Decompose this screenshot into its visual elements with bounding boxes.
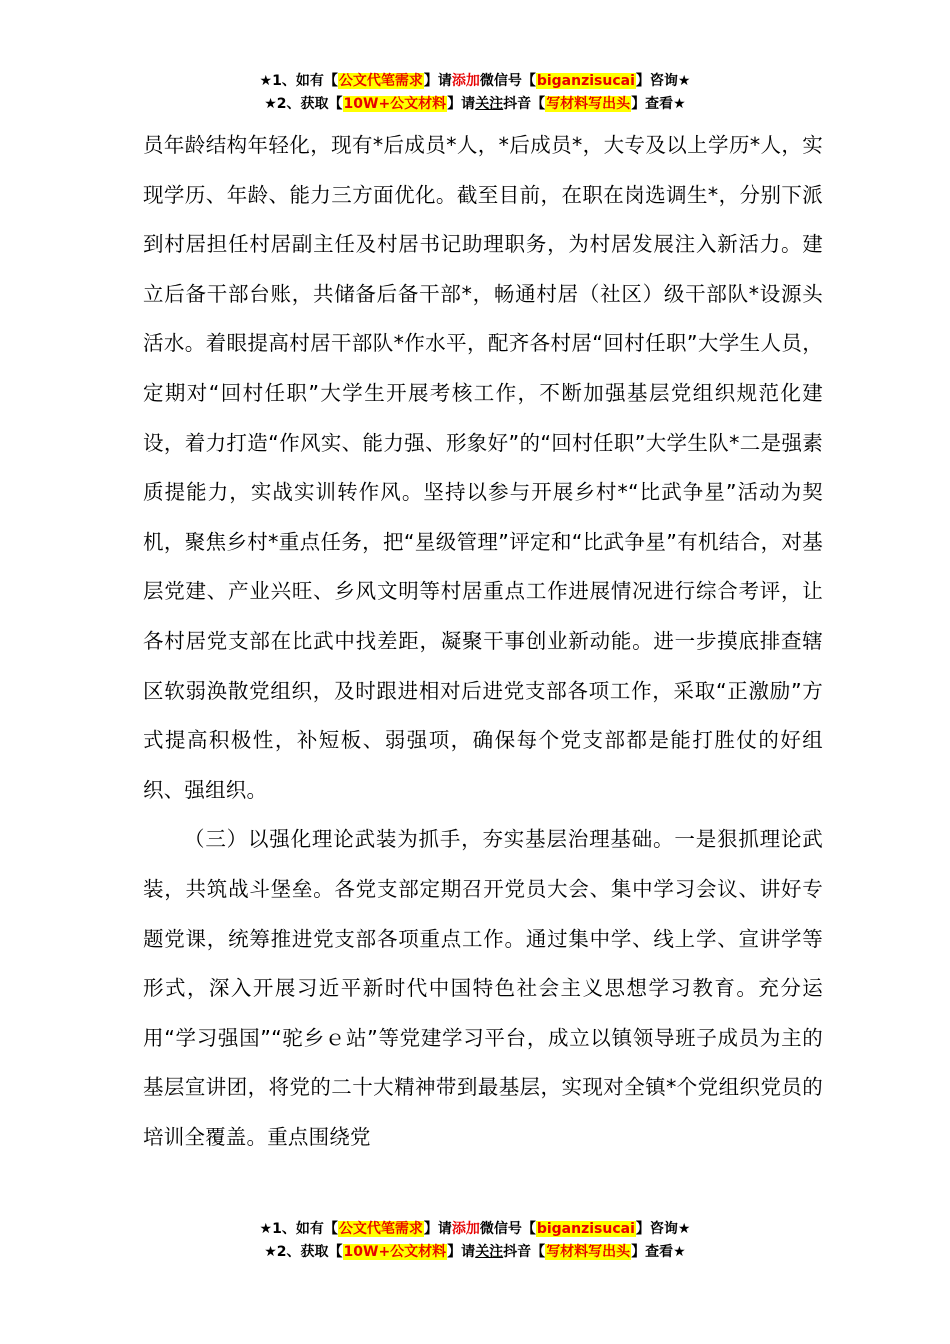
banner-line-1: ★1、如有【公文代笔需求】请添加微信号【biganzisucai】咨询★: [259, 1221, 691, 1237]
document-body: [143, 121, 823, 1162]
paragraph-2: （三）以强化理论武装为抓手，夯实基层治理基础。一是狠抓理论武装，共筑战斗堡垒。各党支部定期召开党员大会、集中学习会议、讲好专题党课，统筹推进党支部各项重点工作。通过集中学、线上学、宣讲学等形式，深入开展习近平新时代中国特色社会主义思想学习教育。充分运用“学习强国”“驼乡ｅ站”等党建学习平台，成立以镇领导班子成员为主的基层宣讲团，将党的二十大精神带到最基层，实现对全镇*个党组织党员的培训全覆盖。重点围绕党: [143, 827, 823, 1149]
footer-banner: [0, 1218, 950, 1264]
banner-line-2: ★2、获取【10W+公文材料】请关注抖音【写材料写出头】查看★: [264, 96, 686, 112]
douyin-id-highlight: 写材料写出头: [546, 96, 631, 112]
service-highlight: 公文代笔需求: [338, 1221, 423, 1237]
wechat-id-highlight: biganzisucai: [536, 73, 635, 89]
paragraph-1: 员年龄结构年轻化，现有*后成员*人，*后成员*，大专及以上学历*人，实现学历、年龄、能力三方面优化。截至目前，在职在岗选调生*，分别下派到村居担任村居副主任及村居书记助理职务，为村居发展注入新活力。建立后备干部台账，共储备后备干部*，畅通村居（社区）级干部队*设源头活水。着眼提高村居干部队*作水平，配齐各村居“回村任职”大学生人员，定期对“回村任职”大学生开展考核工作，不断加强基层党组织规范化建设，着力打造“作风实、能力强、形象好”的“回村任职”大学生队*二是强素质提能力，实战实训转作风。坚持以参与开展乡村*“比武争星”活动为契机，聚焦乡村*重点任务，把“星级管理”评定和“比武争星”有机结合，对基层党建、产业兴旺、乡风文明等村居重点工作进展情况进行综合考评，让各村居党支部在比武中找差距，凝聚干事创业新动能。进一步摸底排查辖区软弱涣散党组织，及时跟进相对后进党支部各项工作，采取“正激励”方式提高积极性，补短板、弱强项，确保每个党支部都是能打胜仗的好组织、强组织。: [143, 133, 823, 802]
banner-line-2: ★2、获取【10W+公文材料】请关注抖音【写材料写出头】查看★: [264, 1244, 686, 1260]
service-highlight: 公文代笔需求: [338, 73, 423, 89]
douyin-id-highlight: 写材料写出头: [546, 1244, 631, 1260]
materials-highlight: 10W+公文材料: [343, 1244, 447, 1260]
materials-highlight: 10W+公文材料: [343, 96, 447, 112]
header-banner: [0, 70, 950, 116]
wechat-id-highlight: biganzisucai: [536, 1221, 635, 1237]
banner-line-1: ★1、如有【公文代笔需求】请添加微信号【biganzisucai】咨询★: [259, 73, 691, 89]
